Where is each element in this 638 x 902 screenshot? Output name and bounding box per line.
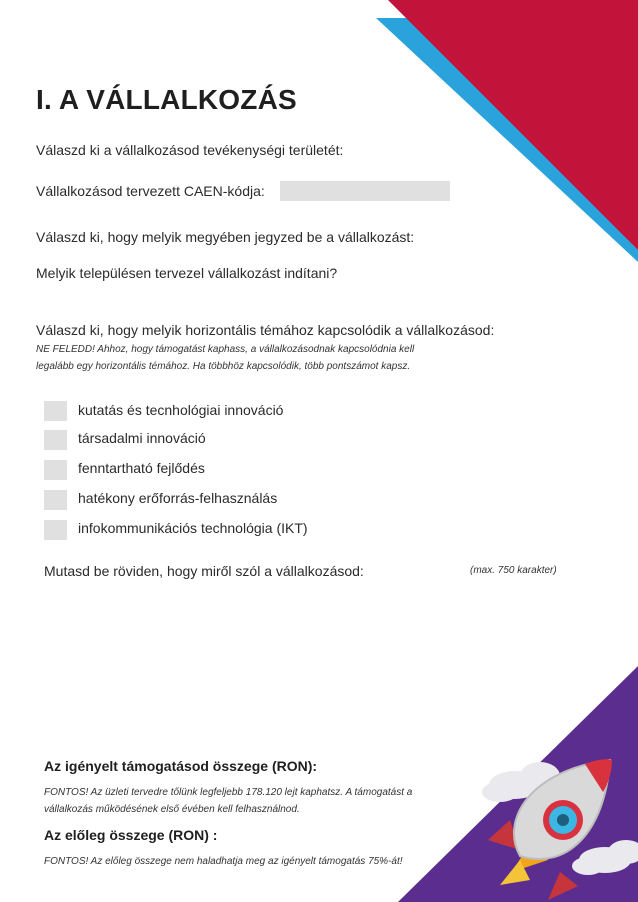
theme-label-resource: hatékony erőforrás-felhasználás xyxy=(78,490,278,506)
advance-note: FONTOS! Az előleg összege nem haladhatja meg az igényelt támogatás 75%-át! xyxy=(44,856,403,867)
advance-amount-label: Az előleg összege (RON) : xyxy=(44,827,218,843)
description-limit: (max. 750 karakter) xyxy=(470,565,557,576)
horizontal-note xyxy=(36,341,414,375)
horizontal-question: Válaszd ki, hogy melyik horizontális témához kapcsolódik a vállalkozásod: xyxy=(36,322,495,338)
caen-input[interactable] xyxy=(280,181,450,201)
caen-label: Vállalkozásod tervezett CAEN-kódja: xyxy=(36,183,265,199)
checkbox-theme-resource[interactable] xyxy=(44,490,67,510)
theme-label-social: társadalmi innováció xyxy=(78,430,206,446)
theme-label-ict: infokommunikációs technológia (IKT) xyxy=(78,520,308,536)
theme-label-research: kutatás és tecnhológiai innováció xyxy=(78,402,284,418)
activity-question: Válaszd ki a vállalkozásod tevékenységi területét: xyxy=(36,142,344,158)
checkbox-theme-sustainable[interactable] xyxy=(44,460,67,480)
checkbox-theme-research[interactable] xyxy=(44,401,67,421)
settlement-question: Melyik településen tervezel vállalkozást indítani? xyxy=(36,265,338,281)
horizontal-note-line2: legalább egy horizontális témához. Ha többhöz kapcsolódik, több pontszámot kapsz. xyxy=(36,361,411,372)
horizontal-note-line1: NE FELEDD! Ahhoz, hogy támogatást kaphass, a vállalkozásodnak kapcsolódnia kell xyxy=(36,344,415,355)
checkbox-theme-social[interactable] xyxy=(44,430,67,450)
requested-note xyxy=(44,784,412,818)
description-textarea[interactable] xyxy=(44,585,564,750)
section-title: I. A VÁLLALKOZÁS xyxy=(36,84,297,115)
requested-amount-label: Az igényelt támogatásod összege (RON): xyxy=(44,758,318,774)
requested-note-line1: FONTOS! Az üzleti tervedre tőlünk legfeljebb 178.120 lejt kaphatsz. A támogatást a xyxy=(44,787,413,798)
theme-label-sustainable: fenntartható fejlődés xyxy=(78,460,205,476)
requested-note-line2: vállalkozás működésének első évében kell felhasználnod. xyxy=(44,804,300,815)
cloud-icon xyxy=(572,840,638,875)
description-question: Mutasd be röviden, hogy miről szól a vállalkozásod: xyxy=(44,563,364,579)
county-question: Válaszd ki, hogy melyik megyében jegyzed be a vállalkozást: xyxy=(36,229,415,245)
checkbox-theme-ict[interactable] xyxy=(44,520,67,540)
